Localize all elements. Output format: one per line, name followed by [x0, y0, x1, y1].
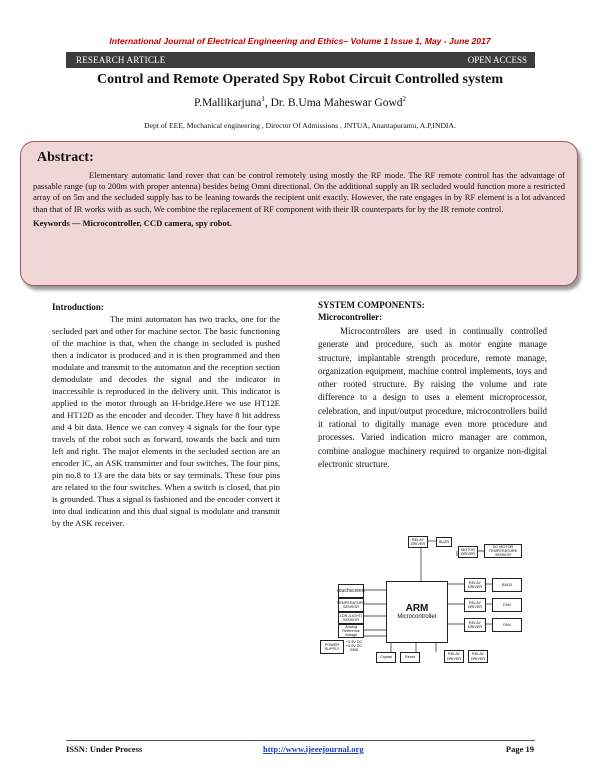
system-components-heading: SYSTEM COMPONENTS:: [318, 300, 425, 310]
relay-driver-bottom-2: RELAY DRIVER: [468, 650, 488, 663]
fan-box-2: FAN: [492, 618, 522, 632]
article-type-label: RESEARCH ARTICLE: [76, 55, 166, 65]
motor-driver-box: MOTOR DRIVER: [458, 546, 478, 558]
introduction-text: The mini automaton has two tracks, one for the secluded part and other for machine sector. The basic functioning of the machine is that, when the change in secluded is pushed then a indicator is produced and it is then programmed and then modulate and transmit to the automaton and the reception section demodulate and decodes the signal and the indicator in inaccessible is reproduced in the delivery unit. This indicator is applied to the motor through an H-bridge.Here we use HT12E and HT12D as the encoder and decoder. They have 8 bit address and 4 bit data. Hence we can convey 4 signals for the four type travels of the robot such as forward, towards the back and turn left and right. The major elements in the secluded section are an encoder IC, an ASK transmitter and four switches. The four pins, pin no.8 to 13 are the data bits or say terminals. These four pins are related to the four switches. When a switch is closed, that pin is grounded. Thus a signal is fashioned and the encoder convert it into dual indication and this dual signal is modulate and transmit by the ASK receiver.: [52, 314, 280, 528]
relay-driver-2: RELAY DRIVER: [464, 598, 486, 612]
affiliation: Dept of EEE, Mechanical engineering , Director Of Admissions , JNTUA, Anantapuramu, A.P,INDIA.: [144, 121, 456, 130]
buzzer-box: BUZR: [436, 537, 452, 547]
keywords: Keywords — Microcontroller, CCD camera, spy robot.: [33, 217, 232, 228]
introduction-heading: Introduction:: [52, 302, 104, 312]
bulb-box: BULB: [492, 578, 522, 592]
left-column: [52, 301, 280, 529]
author-2-superscript: 2: [402, 95, 407, 103]
abstract-box: [20, 141, 578, 286]
paper-title: Control and Remote Operated Spy Robot Circuit Controlled system: [97, 72, 503, 87]
footer-rule: [66, 740, 535, 741]
power-supply-box: POWER SUPPLY: [320, 640, 344, 654]
relay-driver-1: RELAY DRIVER: [464, 578, 486, 592]
touchscreen-box: touchscreen: [338, 584, 364, 598]
journal-url-link[interactable]: http://www.ijeeejournal.org: [263, 744, 364, 754]
fan-box-1: FAN: [492, 598, 522, 612]
paper-authors: [0, 95, 600, 109]
temperature-sensor-box: TEMPERATURE SENSOR: [338, 598, 364, 612]
microcontroller-heading: Microcontroller:: [318, 312, 383, 322]
relay-driver-bottom-1: RELAY DRIVER: [444, 650, 464, 663]
power-lines-label: +3.3V DC +5.0V DC GND: [345, 639, 363, 653]
microcontroller-text: Microcontrollers are used in continually controlled generate and procedure, such as motor engine manage structure, implantable strength procedure, remote manage, organization equipment, machine control implements, toys and other rooted structure. By raising the volume and rate difference to a design to uses a element microprocessor, celebration, and input/output procedure, microcontrollers build it rational to digitally manage even more procedure and processes. Varied indication micro manager are common, combine analogue machinery required to organize non-digital electronic structure.: [318, 326, 547, 469]
block-diagram: [316, 534, 538, 662]
reset-box: Reset: [400, 652, 420, 663]
abstract-heading: Abstract:: [37, 150, 94, 165]
crystal-box: Crystal: [376, 652, 396, 663]
issn-label: ISSN: Under Process: [66, 744, 143, 754]
arm-label: ARM: [405, 603, 429, 614]
journal-header: International Journal of Electrical Engineering and Ethics– Volume 1 Issue 1, May - June 2017: [109, 36, 491, 46]
analog-reference-box: Analog Reference Voltage: [338, 624, 364, 638]
open-access-label: OPEN ACCESS: [467, 55, 527, 65]
abstract-text: Elementary automatic land rover that can be control remotely using mostly the RF mode. The RF remote control has the advantage of passable range (up to 200m with proper antenna) besides being Omni directional. On the additional supply an IR secluded would function more a restricted array of on 5m and the secluded supply has to be leaning towards the recipient unit exactly. However, the rate engages in by RF element is a lot advanced than that of IR works with as such, We combine the replacement of RF component with their IR counterparts for by the IR remote control.: [33, 170, 565, 214]
relay-driver-top: RELAY DRIVER: [408, 536, 428, 548]
author-1: P.Mallikarjuna: [193, 96, 262, 109]
dc-motor-sensor-box: DC MOTOR TEMPERATURE SENSOR: [484, 544, 522, 558]
relay-driver-3: RELAY DRIVER: [464, 618, 486, 632]
author-2: , Dr. B.Uma Maheswar Gowd: [264, 96, 403, 109]
article-ribbon: [66, 52, 535, 68]
ldr-sensor-box: LDR (LIGHT) SENSOR: [339, 613, 363, 622]
arm-microcontroller-box: [386, 581, 448, 643]
author-1-superscript: 1: [261, 95, 265, 103]
arm-sub-label: Microcontroller: [397, 614, 437, 620]
right-column: [318, 299, 547, 471]
page-number: Page 19: [505, 744, 534, 754]
